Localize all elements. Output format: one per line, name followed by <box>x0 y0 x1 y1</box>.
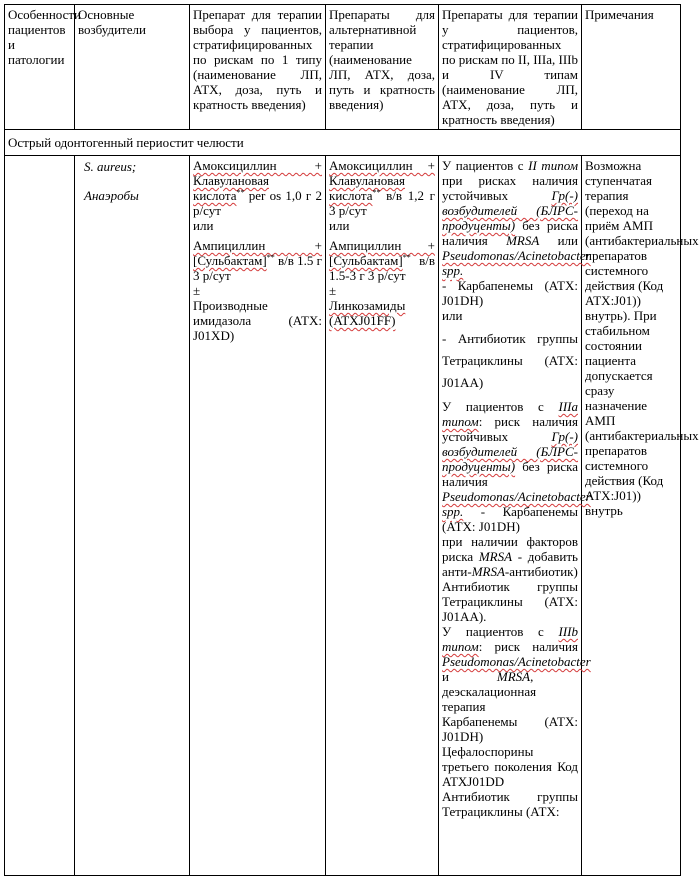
header-alt-therapy: Препараты для альтернативной терапии (наименование ЛП, АТХ, доза, путь и кратность введения) <box>326 5 439 130</box>
header-risk-therapy: Препараты для терапии у пациентов, стратифицированных по рискам по II, IIIа, IIIb и IV типам (наименование ЛП, АТХ, доза, путь и кратность введения) <box>439 5 582 130</box>
header-choice-therapy: Препарат для терапии выбора у пациентов, стратифицированных по рискам по 1 типу (наименование ЛП, АТХ, доза, путь и кратность введения) <box>190 5 326 130</box>
alt-therapy-cell: Амоксициллин + Клавулановая кислота** в/в 1,2 г 3 р/сут или Ампициллин + [Сульбактам]** в/в 1.5-3 г 3 р/сут ± Линкозамиды (ATXJ01FF) <box>326 156 439 876</box>
pathogen-item: S. aureus; <box>84 159 137 174</box>
header-patients: Особенности пациентов и патологии <box>5 5 75 130</box>
table-row <box>5 156 681 876</box>
choice-therapy-cell: Амоксициллин + Клавулановая кислота** per os 1,0 г 2 р/сут или Ампициллин + [Сульбактам]** в/в 1.5 г 3 р/сут ± Производные имидазола (АТХ: J01XD) <box>190 156 326 876</box>
pathogens-cell <box>75 156 190 876</box>
pathogen-item: Анаэробы <box>84 188 139 203</box>
header-notes: Примечания <box>582 5 681 130</box>
drug-table <box>4 4 699 876</box>
patients-cell <box>5 156 75 876</box>
header-row <box>5 5 681 130</box>
header-pathogens: Основные возбудители <box>75 5 190 130</box>
section-title: Острый одонтогенный периостит челюсти <box>5 130 681 156</box>
notes-cell: Возможна ступенчатая терапия (переход на приём АМП (антибактериальных препаратов системного действия (Код АТХ:J01)) внутрь). При стабильном состоянии пациента допускается сразу назначение АМП (антибактериальных препаратов системного действия (Код АТХ:J01)) внутрь <box>582 156 681 876</box>
section-row <box>5 130 681 156</box>
risk-therapy-cell: У пациентов с II типом при рисках наличия устойчивых Гр(-) возбудителей (БЛРС-продуценты) без риска наличия MRSA или Pseudomonas/Acinetobacter spp. - Карбапенемы (АТХ: J01DH) или - Антибиотик группы Тетрациклины (АТХ: J01AA) У пациентов с IIIа типом: риск наличия устойчивых Гр(-) возбудителей (БЛРС-продуценты) без риска наличия Pseudomonas/Acinetobacter spp. - Карбапенемы (АТХ: J01DH) при наличии факторов риска MRSA - добавить анти-MRSA-антибиотик) Антибиотик группы Тетрациклины (АТХ: J01AA). У пациентов с IIIb типом: риск наличия Pseudomonas/Acinetobacter и MRSA, деэскалационная терапия Карбапенемы (АТХ: J01DH) Цефалоспорины третьего поколения Код ATXJ01DD Антибиотик группы Тетрациклины (АТХ: <box>439 156 582 876</box>
